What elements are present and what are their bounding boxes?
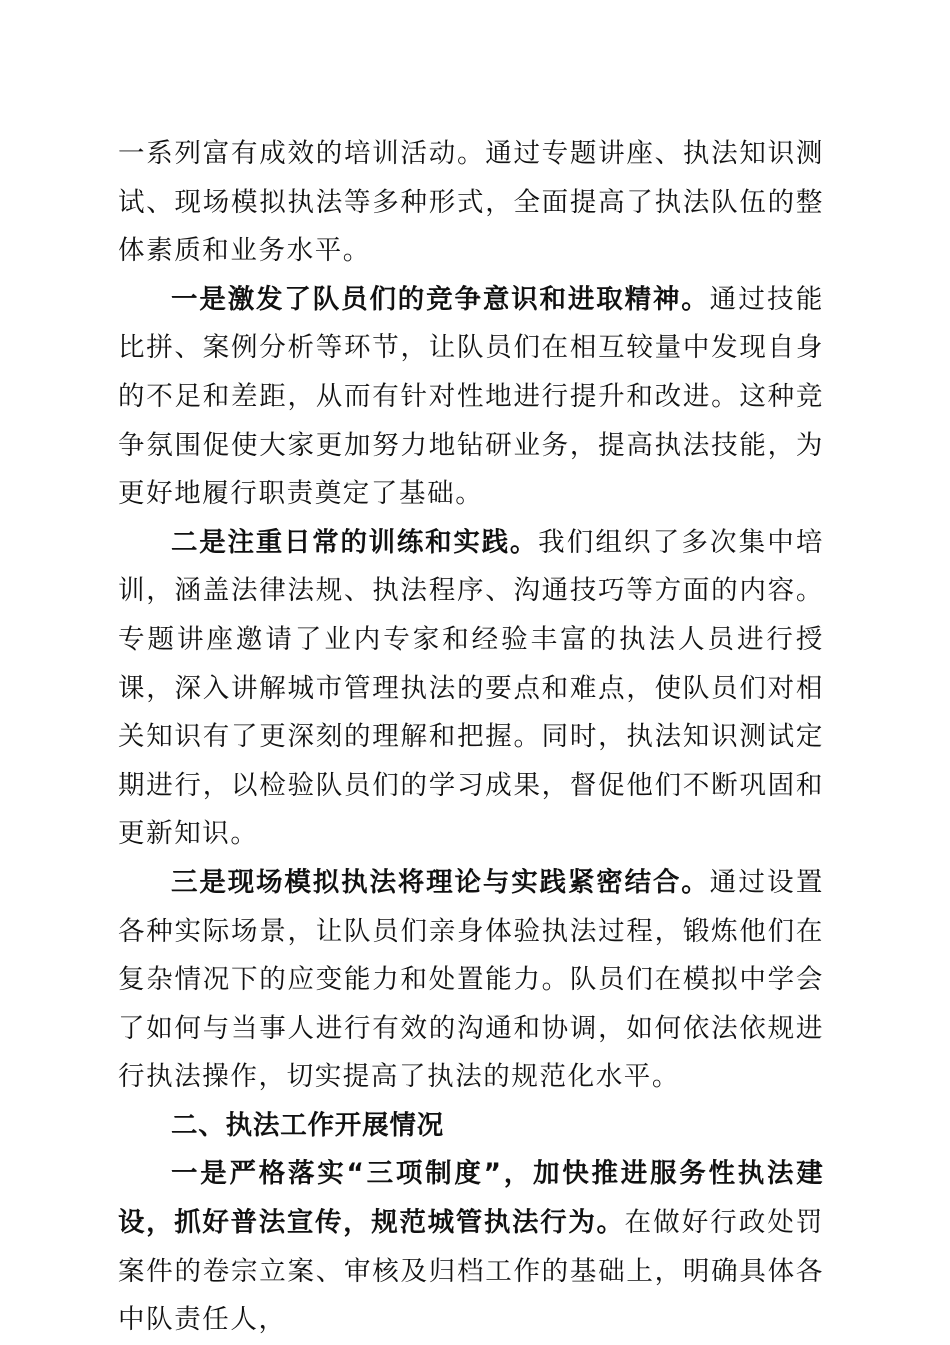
paragraph-text: 在做好行政处罚案件的卷宗立案、审核及归档工作的基础上，明确具体各中队责任人， [118,1207,824,1336]
paragraph-three-systems [118,1150,824,1344]
paragraph-lead: 二是注重日常的训练和实践。 [171,526,539,558]
paragraph-competition [118,276,824,519]
paragraph-text: 我们组织了多次集中培训，涵盖法律法规、执法程序、沟通技巧等方面的内容。专题讲座邀请了业内专家和经验丰富的执法人员进行授课，深入讲解城市管理执法的要点和难点，使队员们对相关知识有了更深刻的理解和把握。同时，执法知识测试定期进行，以检验队员们的学习成果，督促他们不断巩固和更新知识。 [118,526,825,850]
paragraph-text: 通过技能比拼、案例分析等环节，让队员们在相互较量中发现自身的不足和差距，从而有针对性地进行提升和改进。这种竞争氛围促使大家更加努力地钻研业务，提高执法技能，为更好地履行职责奠定了基础。 [118,283,824,510]
document-body [118,130,824,1345]
paragraph-lead: 三是现场模拟执法将理论与实践紧密结合。 [171,866,710,898]
paragraph-text: 通过设置各种实际场景，让队员们亲身体验执法过程，锻炼他们在复杂情况下的应变能力和处置能力。队员们在模拟中学会了如何与当事人进行有效的沟通和协调，如何依法依规进行执法操作，切实提高了执法的规范化水平。 [118,866,824,1093]
paragraph-text: 一系列富有成效的培训活动。通过专题讲座、执法知识测试、现场模拟执法等多种形式，全面提高了执法队伍的整体素质和业务水平。 [118,138,824,267]
section-heading: 二、执法工作开展情况 [171,1109,444,1141]
paragraph-lead: 一是激发了队员们的竞争意识和进取精神。 [171,283,710,315]
paragraph-training-summary [118,130,824,276]
paragraph-daily-training [118,519,824,859]
paragraph-lead: 一是严格落实“三项制度”，加快推进服务性执法建设，抓好普法宣传，规范城管执法行为。 [118,1158,824,1239]
paragraph-simulation [118,859,824,1102]
